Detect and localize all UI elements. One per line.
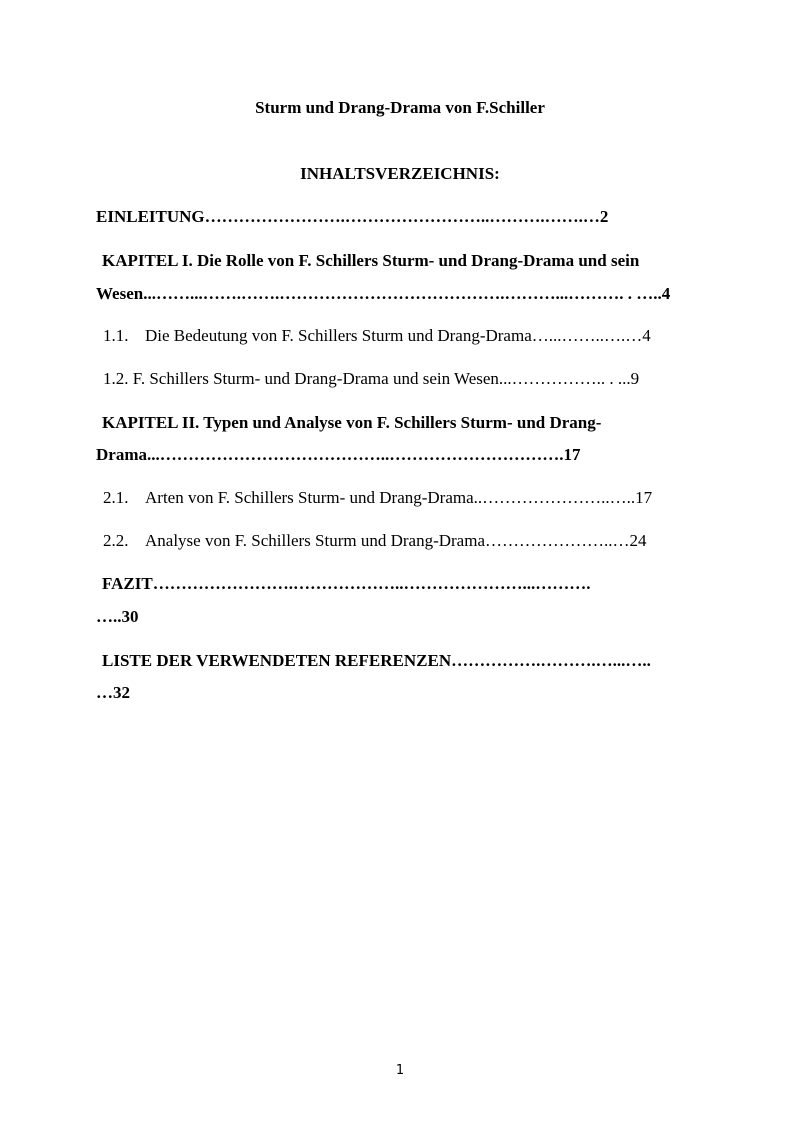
section-title: Die Bedeutung von F. Schillers Sturm und Drang-Drama…...……..….…4 xyxy=(145,326,651,345)
page-number: 1 xyxy=(395,1063,405,1078)
toc-entry-liste-line-1[interactable]: LISTE DER VERWENDETEN REFERENZEN…………….……….…...….. xyxy=(102,651,651,670)
toc-entry-fazit-line-1[interactable]: FAZIT…………………….………………..…………………...………. xyxy=(102,574,591,593)
section-title: Arten von F. Schillers Sturm- und Drang-Drama..…………………..…..17 xyxy=(145,488,653,507)
toc-entry-section-1-2[interactable]: 1.2. F. Schillers Sturm- und Drang-Drama und sein Wesen...…………….. . ...9 xyxy=(103,369,640,388)
toc-entry-section-1-1[interactable] xyxy=(103,326,651,346)
section-number: 2.1. xyxy=(103,488,129,507)
toc-entry-einleitung[interactable]: EINLEITUNG…………………….……………………..……….…….…2 xyxy=(96,207,609,226)
section-number: 2.2. xyxy=(103,531,129,550)
toc-entry-kapitel-2-line-1[interactable]: KAPITEL II. Typen und Analyse von F. Schillers Sturm- und Drang- xyxy=(102,413,602,432)
toc-entry-liste-line-2[interactable]: …32 xyxy=(96,683,130,702)
section-title: Analyse von F. Schillers Sturm und Drang-Drama…………………..…24 xyxy=(145,531,647,550)
toc-entry-section-2-2[interactable] xyxy=(103,531,647,551)
toc-entry-fazit-line-2[interactable]: …..30 xyxy=(96,607,139,626)
toc-entry-kapitel-1-line-2[interactable]: Wesen...……...…….…….………………………………….………...………. . …..4 xyxy=(96,284,671,303)
toc-entry-kapitel-1-line-1[interactable]: KAPITEL I. Die Rolle von F. Schillers Sturm- und Drang-Drama und sein xyxy=(102,251,640,270)
toc-entry-section-2-1[interactable] xyxy=(103,488,652,508)
toc-heading: INHALTSVERZEICHNIS: xyxy=(300,164,500,183)
section-number: 1.1. xyxy=(103,326,129,345)
document-title: Sturm und Drang-Drama von F.Schiller xyxy=(255,98,545,117)
toc-entry-kapitel-2-line-2[interactable]: Drama...…………………………………..………………………….17 xyxy=(96,445,581,464)
